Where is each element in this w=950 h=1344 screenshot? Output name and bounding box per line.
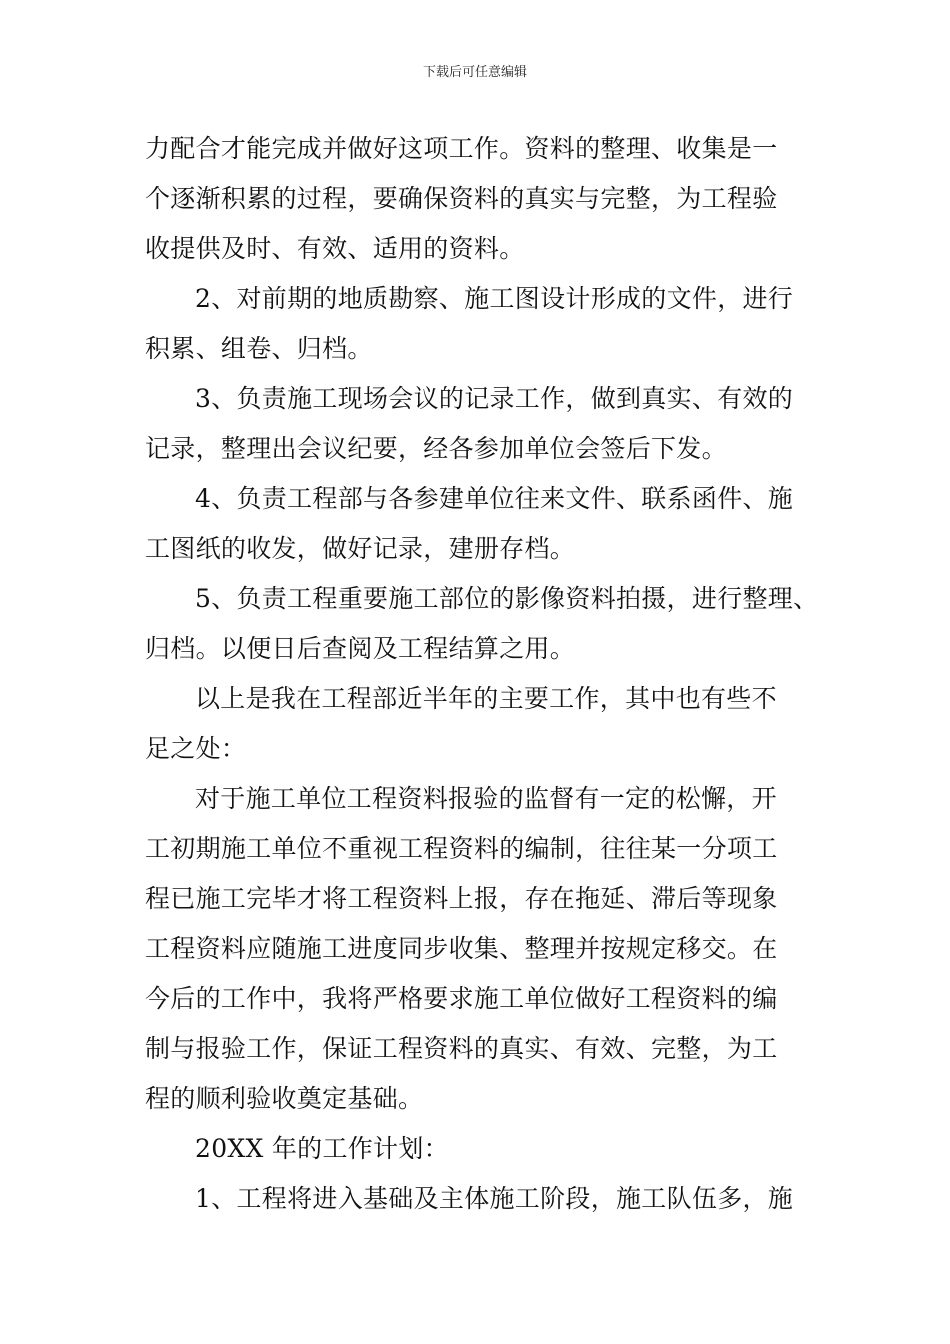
text-line: 20XX 年的工作计划：	[195, 1134, 449, 1163]
page-header: 下载后可任意编辑	[422, 65, 527, 80]
text-line: 以上是我在工程部近半年的主要工作，其中也有些不	[195, 684, 777, 713]
text-line: 3、负责施工现场会议的记录工作，做到真实、有效的	[195, 384, 794, 413]
text-line: 足之处：	[145, 734, 247, 763]
text-line: 程的顺利验收奠定基础。	[145, 1084, 424, 1113]
text-line: 制与报验工作，保证工程资料的真实、有效、完整，为工	[145, 1034, 778, 1063]
text-line: 工初期施工单位不重视工程资料的编制，往往某一分项工	[145, 834, 778, 863]
text-line: 2、对前期的地质勘察、施工图设计形成的文件，进行	[195, 284, 794, 313]
text-line: 1、工程将进入基础及主体施工阶段，施工队伍多，施	[195, 1184, 794, 1213]
text-line: 程已施工完毕才将工程资料上报，存在拖延、滞后等现象	[145, 884, 778, 913]
text-line: 归档。以便日后查阅及工程结算之用。	[145, 634, 576, 663]
text-line: 5、负责工程重要施工部位的影像资料拍摄，进行整理、	[195, 584, 819, 613]
text-line: 工图纸的收发，做好记录，建册存档。	[145, 534, 576, 563]
text-line: 4、负责工程部与各参建单位往来文件、联系函件、施	[195, 484, 794, 513]
text-line: 今后的工作中，我将严格要求施工单位做好工程资料的编	[145, 984, 778, 1013]
text-line: 收提供及时、有效、适用的资料。	[145, 234, 525, 263]
text-line: 力配合才能完成并做好这项工作。资料的整理、收集是一	[145, 134, 778, 163]
text-line: 积累、组卷、归档。	[145, 334, 373, 363]
document-body	[145, 124, 819, 1224]
text-line: 个逐渐积累的过程，要确保资料的真实与完整，为工程验	[145, 184, 778, 213]
text-line: 记录，整理出会议纪要，经各参加单位会签后下发。	[145, 434, 727, 463]
text-line: 对于施工单位工程资料报验的监督有一定的松懈，开	[195, 784, 777, 813]
text-line: 工程资料应随施工进度同步收集、整理并按规定移交。在	[145, 934, 778, 963]
